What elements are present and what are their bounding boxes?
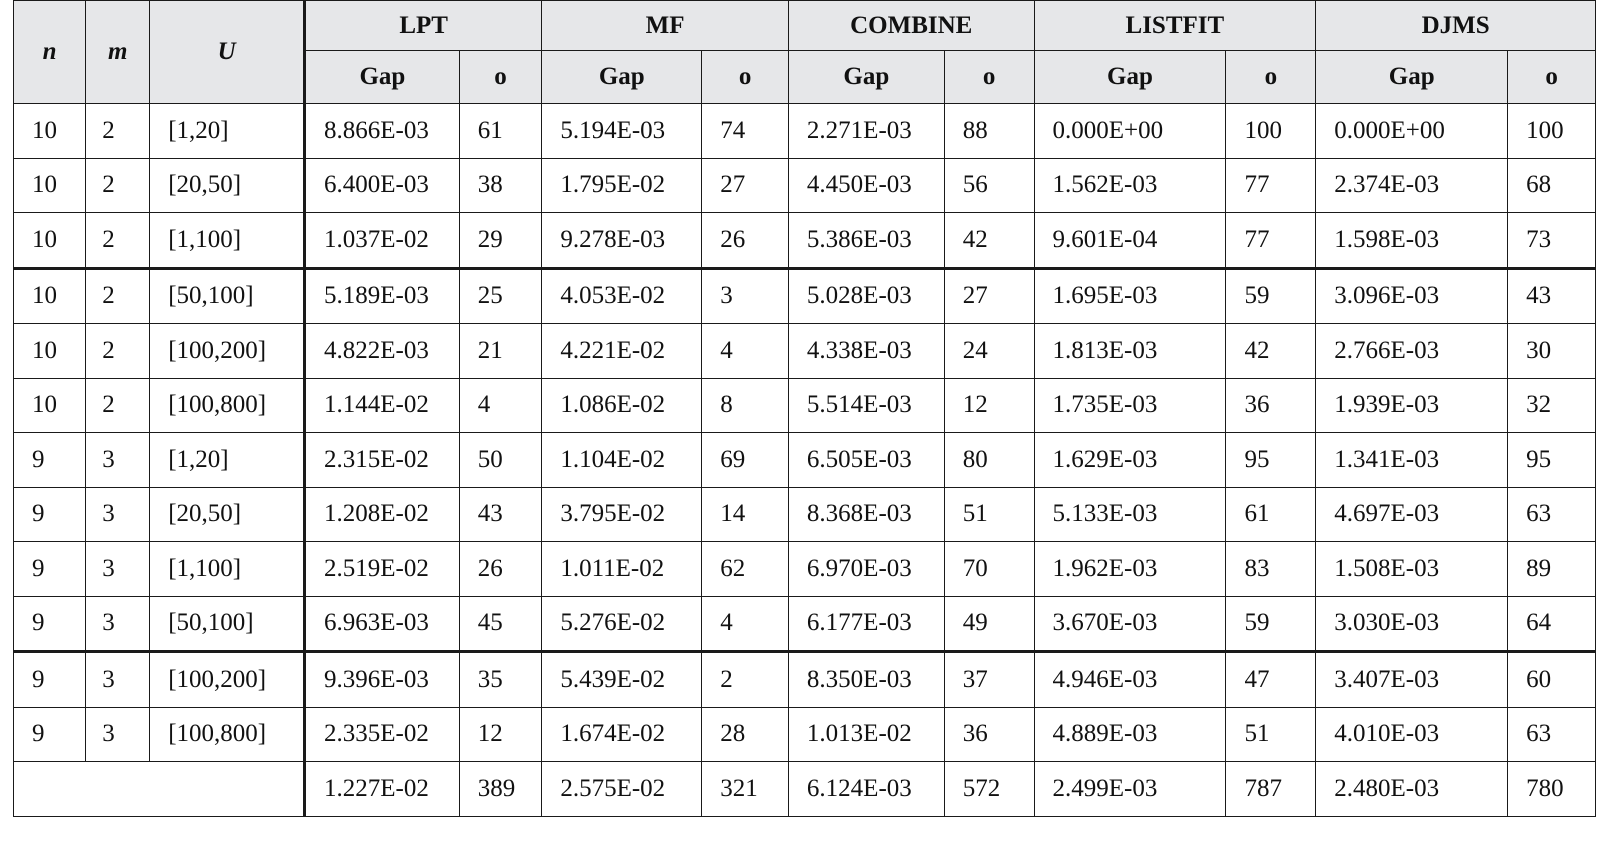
table-row (14, 378, 1596, 433)
cell-lpt-gap: 6.963E-03 (304, 596, 459, 652)
header-u: U (150, 1, 305, 104)
table-body (14, 104, 1596, 817)
cell-lpt-o: 21 (459, 324, 542, 379)
table-row (14, 104, 1596, 159)
header-mf: MF (542, 1, 789, 51)
cell-u: [20,50] (150, 158, 305, 213)
cell-djms-o: 30 (1508, 324, 1596, 379)
cell-lpt-gap: 2.335E-02 (304, 707, 459, 762)
header-combine: COMBINE (788, 1, 1034, 51)
results-table (13, 0, 1596, 817)
cell-n: 10 (14, 268, 86, 324)
cell-mf-gap: 1.674E-02 (542, 707, 702, 762)
summary-label (14, 762, 305, 817)
header-djms: DJMS (1316, 1, 1596, 51)
cell-m: 3 (86, 652, 150, 708)
cell-listfit-gap: 1.962E-03 (1034, 542, 1226, 597)
cell-djms-o: 60 (1508, 652, 1596, 708)
table-row (14, 324, 1596, 379)
cell-combine-o: 27 (944, 268, 1034, 324)
subheader-mf-gap: Gap (542, 51, 702, 104)
header-n: n (14, 1, 86, 104)
cell-n: 10 (14, 324, 86, 379)
cell-m: 2 (86, 378, 150, 433)
cell-listfit-gap: 5.133E-03 (1034, 487, 1226, 542)
cell-listfit-o: 51 (1226, 707, 1316, 762)
table-row (14, 542, 1596, 597)
summary-lpt-o: 389 (459, 762, 542, 817)
cell-u: [1,20] (150, 433, 305, 488)
cell-combine-o: 70 (944, 542, 1034, 597)
cell-n: 9 (14, 652, 86, 708)
cell-djms-o: 89 (1508, 542, 1596, 597)
cell-mf-o: 28 (702, 707, 789, 762)
cell-combine-gap: 5.514E-03 (788, 378, 944, 433)
cell-djms-gap: 1.598E-03 (1316, 213, 1508, 269)
cell-mf-gap: 1.795E-02 (542, 158, 702, 213)
table-row (14, 433, 1596, 488)
subheader-listfit-gap: Gap (1034, 51, 1226, 104)
cell-mf-o: 14 (702, 487, 789, 542)
cell-combine-o: 88 (944, 104, 1034, 159)
summary-row (14, 762, 1596, 817)
cell-listfit-o: 77 (1226, 158, 1316, 213)
cell-lpt-o: 38 (459, 158, 542, 213)
cell-mf-gap: 5.276E-02 (542, 596, 702, 652)
table-row (14, 158, 1596, 213)
cell-combine-gap: 2.271E-03 (788, 104, 944, 159)
cell-listfit-gap: 0.000E+00 (1034, 104, 1226, 159)
cell-combine-o: 42 (944, 213, 1034, 269)
cell-listfit-o: 47 (1226, 652, 1316, 708)
cell-u: [20,50] (150, 487, 305, 542)
cell-lpt-o: 35 (459, 652, 542, 708)
cell-u: [100,800] (150, 378, 305, 433)
cell-mf-gap: 5.194E-03 (542, 104, 702, 159)
subheader-djms-gap: Gap (1316, 51, 1508, 104)
table-row (14, 707, 1596, 762)
cell-combine-gap: 6.177E-03 (788, 596, 944, 652)
cell-mf-o: 4 (702, 324, 789, 379)
cell-n: 9 (14, 487, 86, 542)
cell-n: 9 (14, 596, 86, 652)
header-lpt: LPT (304, 1, 541, 51)
cell-m: 2 (86, 213, 150, 269)
cell-combine-gap: 4.450E-03 (788, 158, 944, 213)
cell-lpt-gap: 2.315E-02 (304, 433, 459, 488)
cell-lpt-gap: 9.396E-03 (304, 652, 459, 708)
cell-djms-gap: 1.341E-03 (1316, 433, 1508, 488)
cell-djms-o: 63 (1508, 707, 1596, 762)
cell-u: [50,100] (150, 596, 305, 652)
cell-u: [1,20] (150, 104, 305, 159)
cell-djms-o: 32 (1508, 378, 1596, 433)
cell-combine-o: 49 (944, 596, 1034, 652)
cell-lpt-o: 45 (459, 596, 542, 652)
cell-n: 10 (14, 158, 86, 213)
summary-listfit-gap: 2.499E-03 (1034, 762, 1226, 817)
subheader-lpt-gap: Gap (304, 51, 459, 104)
cell-mf-gap: 1.086E-02 (542, 378, 702, 433)
cell-djms-gap: 1.939E-03 (1316, 378, 1508, 433)
table-row (14, 652, 1596, 708)
cell-djms-o: 63 (1508, 487, 1596, 542)
cell-combine-o: 51 (944, 487, 1034, 542)
cell-m: 2 (86, 158, 150, 213)
cell-lpt-o: 61 (459, 104, 542, 159)
cell-djms-gap: 0.000E+00 (1316, 104, 1508, 159)
cell-combine-gap: 8.350E-03 (788, 652, 944, 708)
cell-combine-gap: 6.970E-03 (788, 542, 944, 597)
cell-listfit-gap: 1.562E-03 (1034, 158, 1226, 213)
cell-combine-gap: 8.368E-03 (788, 487, 944, 542)
cell-n: 9 (14, 433, 86, 488)
cell-djms-gap: 2.766E-03 (1316, 324, 1508, 379)
cell-combine-gap: 5.386E-03 (788, 213, 944, 269)
cell-lpt-o: 25 (459, 268, 542, 324)
subheader-combine-o: o (944, 51, 1034, 104)
summary-combine-o: 572 (944, 762, 1034, 817)
summary-djms-o: 780 (1508, 762, 1596, 817)
cell-n: 9 (14, 542, 86, 597)
subheader-mf-o: o (702, 51, 789, 104)
cell-listfit-gap: 3.670E-03 (1034, 596, 1226, 652)
cell-mf-gap: 9.278E-03 (542, 213, 702, 269)
cell-listfit-gap: 1.629E-03 (1034, 433, 1226, 488)
cell-m: 3 (86, 487, 150, 542)
cell-listfit-o: 36 (1226, 378, 1316, 433)
cell-lpt-gap: 1.208E-02 (304, 487, 459, 542)
cell-mf-o: 2 (702, 652, 789, 708)
cell-lpt-gap: 6.400E-03 (304, 158, 459, 213)
cell-lpt-o: 43 (459, 487, 542, 542)
cell-listfit-o: 95 (1226, 433, 1316, 488)
subheader-listfit-o: o (1226, 51, 1316, 104)
cell-mf-o: 62 (702, 542, 789, 597)
cell-m: 3 (86, 433, 150, 488)
cell-listfit-o: 59 (1226, 596, 1316, 652)
cell-m: 3 (86, 542, 150, 597)
cell-lpt-o: 4 (459, 378, 542, 433)
cell-m: 3 (86, 707, 150, 762)
cell-n: 10 (14, 104, 86, 159)
cell-u: [100,200] (150, 652, 305, 708)
cell-combine-gap: 1.013E-02 (788, 707, 944, 762)
cell-listfit-o: 100 (1226, 104, 1316, 159)
cell-u: [50,100] (150, 268, 305, 324)
summary-listfit-o: 787 (1226, 762, 1316, 817)
cell-lpt-o: 29 (459, 213, 542, 269)
cell-combine-o: 36 (944, 707, 1034, 762)
summary-mf-o: 321 (702, 762, 789, 817)
cell-mf-gap: 5.439E-02 (542, 652, 702, 708)
cell-djms-o: 68 (1508, 158, 1596, 213)
cell-mf-o: 26 (702, 213, 789, 269)
cell-n: 9 (14, 707, 86, 762)
cell-lpt-o: 50 (459, 433, 542, 488)
cell-lpt-gap: 2.519E-02 (304, 542, 459, 597)
cell-lpt-gap: 8.866E-03 (304, 104, 459, 159)
cell-listfit-gap: 4.946E-03 (1034, 652, 1226, 708)
cell-combine-o: 56 (944, 158, 1034, 213)
cell-djms-gap: 2.374E-03 (1316, 158, 1508, 213)
cell-listfit-o: 59 (1226, 268, 1316, 324)
cell-djms-gap: 4.010E-03 (1316, 707, 1508, 762)
cell-listfit-o: 61 (1226, 487, 1316, 542)
cell-combine-o: 37 (944, 652, 1034, 708)
cell-listfit-gap: 1.735E-03 (1034, 378, 1226, 433)
subheader-lpt-o: o (459, 51, 542, 104)
cell-mf-gap: 3.795E-02 (542, 487, 702, 542)
header-m: m (86, 1, 150, 104)
cell-listfit-o: 77 (1226, 213, 1316, 269)
cell-mf-o: 4 (702, 596, 789, 652)
cell-u: [100,200] (150, 324, 305, 379)
cell-n: 10 (14, 213, 86, 269)
cell-djms-gap: 1.508E-03 (1316, 542, 1508, 597)
cell-listfit-o: 83 (1226, 542, 1316, 597)
summary-mf-gap: 2.575E-02 (542, 762, 702, 817)
cell-u: [1,100] (150, 213, 305, 269)
summary-djms-gap: 2.480E-03 (1316, 762, 1508, 817)
cell-u: [100,800] (150, 707, 305, 762)
cell-listfit-gap: 1.813E-03 (1034, 324, 1226, 379)
cell-lpt-gap: 1.144E-02 (304, 378, 459, 433)
cell-combine-gap: 5.028E-03 (788, 268, 944, 324)
cell-u: [1,100] (150, 542, 305, 597)
cell-listfit-gap: 9.601E-04 (1034, 213, 1226, 269)
cell-m: 2 (86, 104, 150, 159)
cell-listfit-gap: 1.695E-03 (1034, 268, 1226, 324)
cell-djms-gap: 3.407E-03 (1316, 652, 1508, 708)
cell-mf-o: 3 (702, 268, 789, 324)
cell-m: 2 (86, 268, 150, 324)
table-row (14, 268, 1596, 324)
cell-lpt-o: 12 (459, 707, 542, 762)
cell-djms-o: 95 (1508, 433, 1596, 488)
cell-combine-o: 12 (944, 378, 1034, 433)
cell-lpt-gap: 4.822E-03 (304, 324, 459, 379)
cell-combine-o: 24 (944, 324, 1034, 379)
cell-m: 3 (86, 596, 150, 652)
table-row (14, 213, 1596, 269)
cell-mf-gap: 4.053E-02 (542, 268, 702, 324)
summary-combine-gap: 6.124E-03 (788, 762, 944, 817)
cell-djms-o: 43 (1508, 268, 1596, 324)
cell-djms-o: 73 (1508, 213, 1596, 269)
cell-listfit-o: 42 (1226, 324, 1316, 379)
cell-djms-gap: 4.697E-03 (1316, 487, 1508, 542)
cell-djms-o: 64 (1508, 596, 1596, 652)
header-listfit: LISTFIT (1034, 1, 1316, 51)
table-row (14, 487, 1596, 542)
cell-djms-gap: 3.096E-03 (1316, 268, 1508, 324)
cell-combine-o: 80 (944, 433, 1034, 488)
subheader-djms-o: o (1508, 51, 1596, 104)
cell-m: 2 (86, 324, 150, 379)
cell-mf-o: 74 (702, 104, 789, 159)
cell-mf-o: 8 (702, 378, 789, 433)
cell-djms-o: 100 (1508, 104, 1596, 159)
table-row (14, 596, 1596, 652)
cell-mf-o: 27 (702, 158, 789, 213)
cell-lpt-gap: 1.037E-02 (304, 213, 459, 269)
cell-n: 10 (14, 378, 86, 433)
cell-mf-gap: 4.221E-02 (542, 324, 702, 379)
cell-djms-gap: 3.030E-03 (1316, 596, 1508, 652)
cell-combine-gap: 6.505E-03 (788, 433, 944, 488)
cell-mf-gap: 1.011E-02 (542, 542, 702, 597)
summary-lpt-gap: 1.227E-02 (304, 762, 459, 817)
cell-mf-gap: 1.104E-02 (542, 433, 702, 488)
cell-lpt-o: 26 (459, 542, 542, 597)
cell-lpt-gap: 5.189E-03 (304, 268, 459, 324)
cell-combine-gap: 4.338E-03 (788, 324, 944, 379)
subheader-combine-gap: Gap (788, 51, 944, 104)
cell-mf-o: 69 (702, 433, 789, 488)
cell-listfit-gap: 4.889E-03 (1034, 707, 1226, 762)
